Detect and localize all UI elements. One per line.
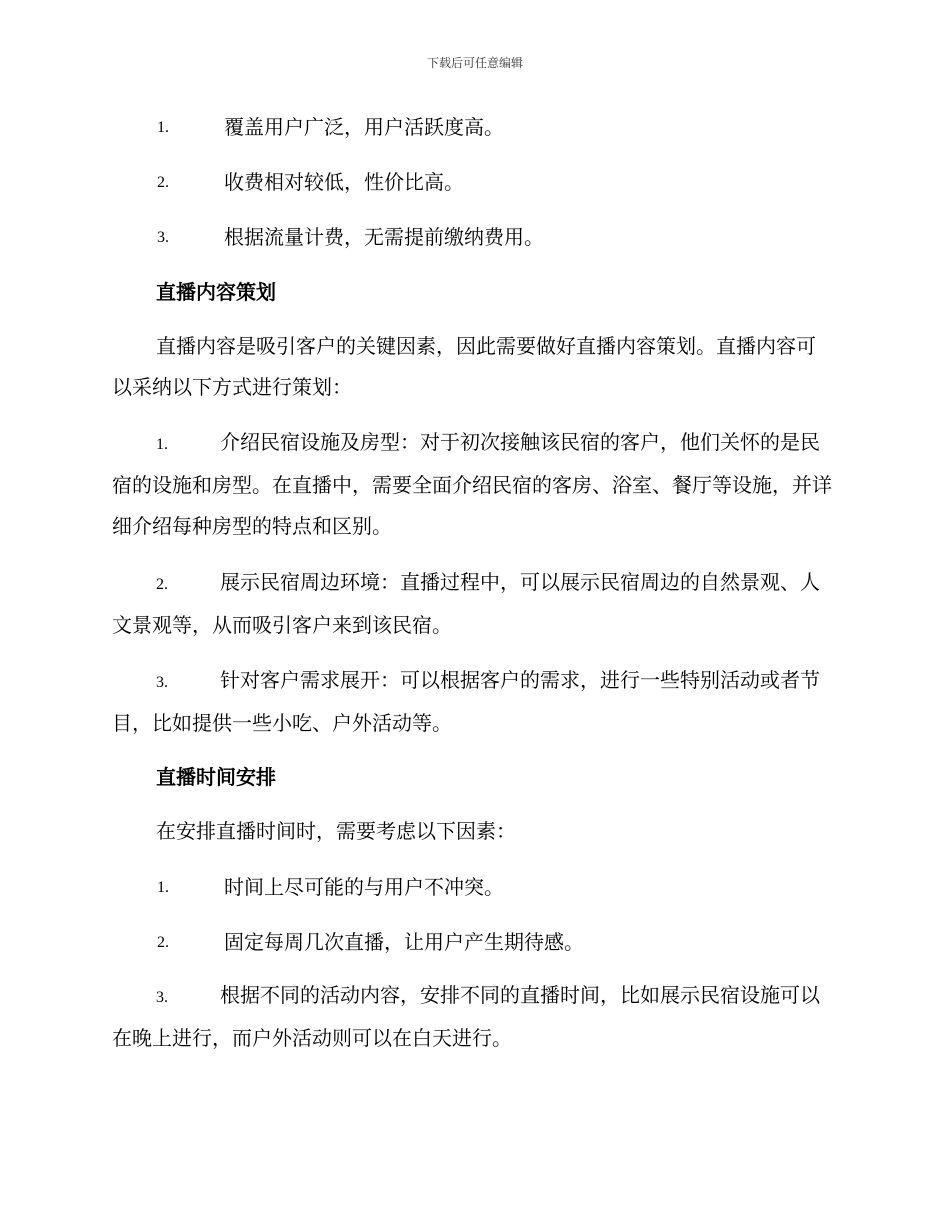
numbered-paragraph <box>112 422 834 547</box>
list-text: 固定每周几次直播，让用户产生期待感。 <box>224 930 584 954</box>
paragraph <box>112 326 834 408</box>
numbered-paragraph <box>112 975 834 1059</box>
page-header: 下载后可任意编辑 <box>426 56 523 70</box>
list-number: 1. <box>157 879 169 896</box>
paragraph-text: 展示民宿周边环境：直播过程中，可以展示民宿周边的自然景观、人文景观等，从而吸引客户来到该民宿。 <box>112 570 820 637</box>
paragraph-text: 针对客户需求展开：可以根据客户的需求，进行一些特别活动或者节目，比如提供一些小吃、户外活动等。 <box>112 668 820 735</box>
paragraph <box>112 811 834 852</box>
paragraph-text: 直播内容是吸引客户的关键因素，因此需要做好直播内容策划。直播内容可以采纳以下方式进行策划： <box>112 334 816 399</box>
paragraph-text: 介绍民宿设施及房型：对于初次接触该民宿的客户，他们关怀的是民宿的设施和房型。在直播中，需要全面介绍民宿的客房、浴室、餐厅等设施，并详细介绍每种房型的特点和区别。 <box>112 430 832 538</box>
list-item <box>112 875 834 900</box>
list-item <box>112 225 834 250</box>
list-number: 3. <box>156 989 168 1006</box>
list-number: 2. <box>156 576 168 593</box>
list-item <box>112 930 834 955</box>
list-text: 收费相对较低，性价比高。 <box>224 170 464 194</box>
numbered-paragraph <box>112 562 834 646</box>
section-heading: 直播时间安排 <box>156 765 276 789</box>
paragraph-text: 在安排直播时间时，需要考虑以下因素： <box>156 819 516 843</box>
list-item <box>112 170 834 195</box>
list-number: 2. <box>157 174 169 191</box>
list-text: 时间上尽可能的与用户不冲突。 <box>224 875 504 899</box>
list-number: 3. <box>156 674 168 691</box>
list-number: 1. <box>156 436 168 453</box>
list-number: 2. <box>157 934 169 951</box>
section-heading: 直播内容策划 <box>156 280 276 304</box>
list-text: 覆盖用户广泛，用户活跃度高。 <box>224 115 504 139</box>
list-item <box>112 115 834 140</box>
list-number: 3. <box>157 229 169 246</box>
numbered-paragraph <box>112 660 834 744</box>
paragraph-text: 根据不同的活动内容，安排不同的直播时间，比如展示民宿设施可以在晚上进行，而户外活动则可以在白天进行。 <box>112 983 820 1050</box>
list-number: 1. <box>157 119 169 136</box>
list-text: 根据流量计费，无需提前缴纳费用。 <box>224 225 544 249</box>
